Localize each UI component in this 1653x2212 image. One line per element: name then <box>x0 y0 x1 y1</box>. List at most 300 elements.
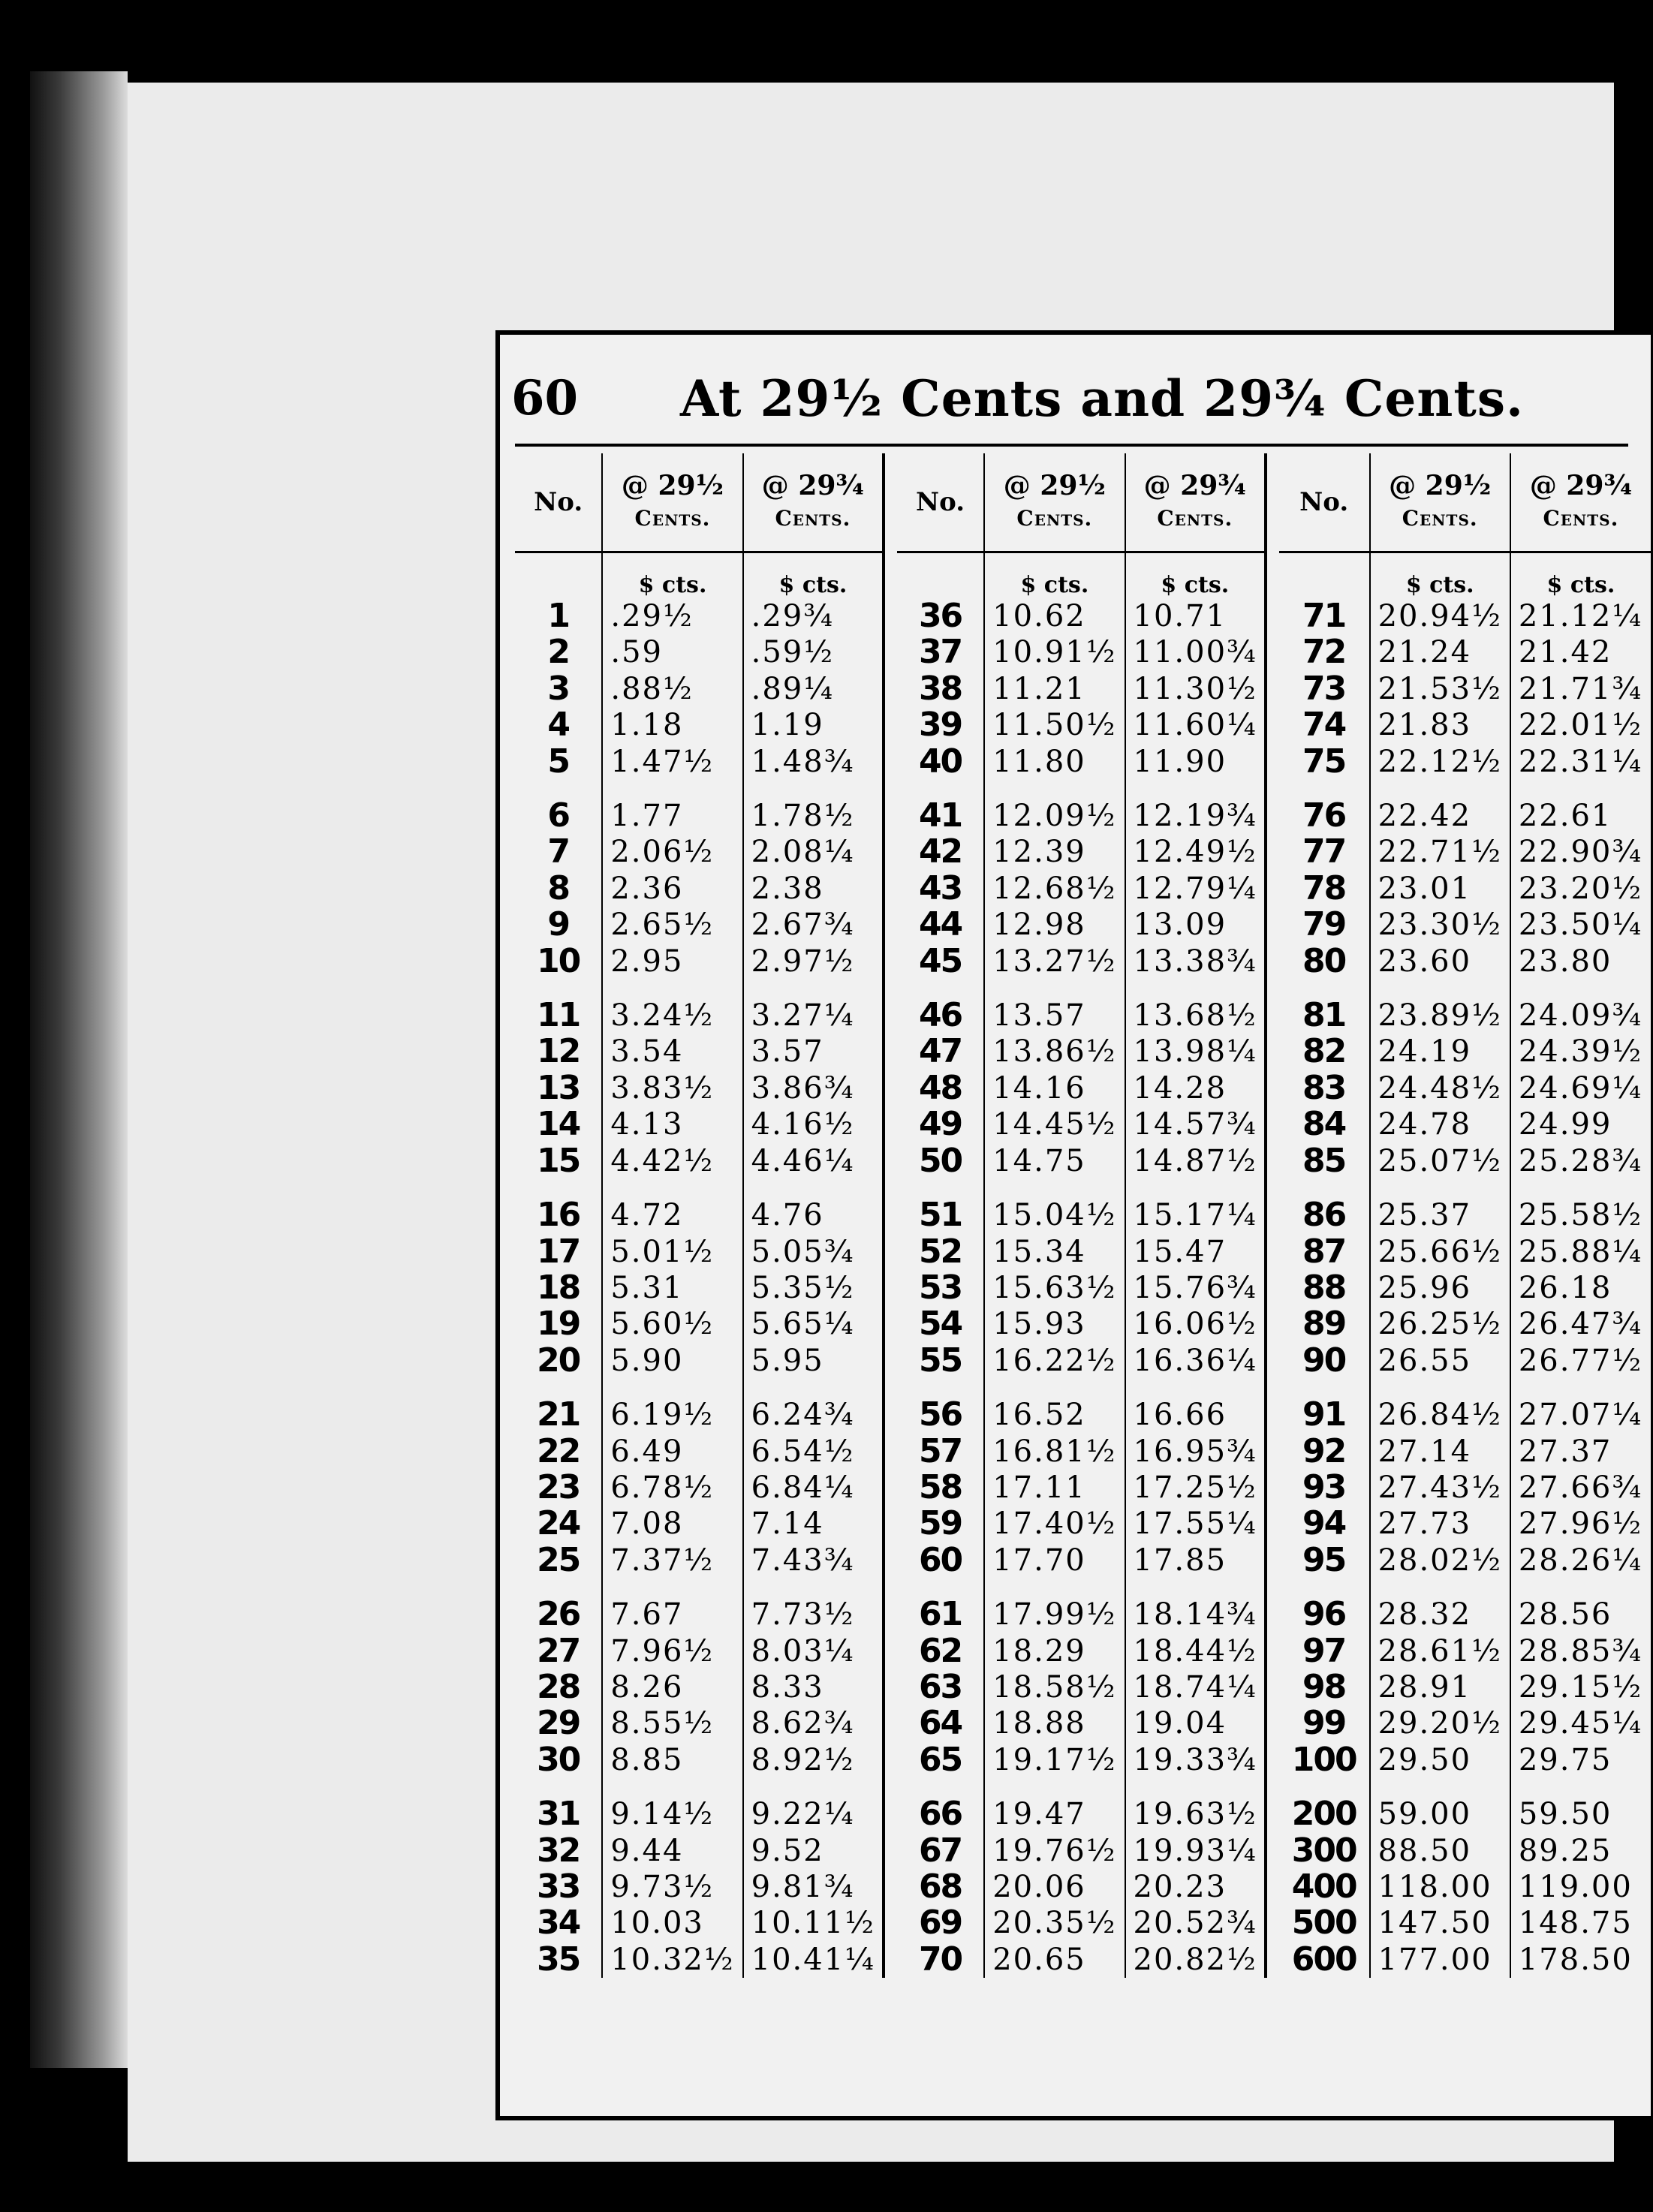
price-a-cell: 6.78½ <box>602 1470 742 1506</box>
price-b-cell: 27.66¾ <box>1510 1470 1651 1506</box>
header-cents-label: Cents. <box>1157 506 1233 531</box>
block-separator <box>1266 1106 1279 1142</box>
price-a-cell: 10.91½ <box>984 634 1125 670</box>
gap-cell <box>1510 980 1651 998</box>
block-separator <box>884 1179 897 1197</box>
block-separator <box>884 1869 897 1905</box>
gap-cell <box>1279 1578 1370 1597</box>
price-a-cell: 20.94½ <box>1370 598 1510 634</box>
block-separator <box>1266 1542 1279 1578</box>
quantity-cell: 93 <box>1302 1467 1346 1506</box>
gap-cell <box>1279 780 1370 798</box>
page-number: 60 <box>511 370 579 426</box>
block-separator <box>884 1633 897 1669</box>
table-row <box>515 598 1651 634</box>
gap-cell <box>743 1179 884 1197</box>
price-a-cell: 24.19 <box>1370 1034 1510 1070</box>
quantity-cell: 100 <box>1291 1740 1356 1779</box>
block-separator <box>1266 1597 1279 1633</box>
price-b-cell: 23.80 <box>1510 943 1651 980</box>
block-separator <box>1266 1669 1279 1705</box>
table-row <box>515 1270 1651 1306</box>
book-page <box>128 83 1643 2162</box>
gap-cell <box>984 780 1125 798</box>
unit-spacer <box>515 552 602 599</box>
block-separator <box>884 1705 897 1741</box>
table-row <box>515 1306 1651 1342</box>
gap-cell <box>515 1179 602 1197</box>
header-cents-label: Cents. <box>634 506 711 531</box>
price-a-cell: 28.61½ <box>1370 1633 1510 1669</box>
quantity-cell: 47 <box>918 1032 962 1071</box>
header-rate-a <box>984 453 1125 552</box>
gap-cell <box>897 980 984 998</box>
block-separator <box>1266 1942 1279 1978</box>
block-separator <box>1266 744 1279 780</box>
unit-label: $ cts. <box>743 552 884 599</box>
block-separator <box>1266 453 1279 552</box>
quantity-cell: 99 <box>1302 1704 1346 1743</box>
block-separator <box>884 1778 897 1796</box>
unit-label: $ cts. <box>1125 552 1266 599</box>
price-b-cell: 21.12¼ <box>1510 598 1651 634</box>
gap-cell <box>1125 1778 1266 1796</box>
price-a-cell: 20.65 <box>984 1942 1125 1978</box>
price-b-cell: 6.84¼ <box>743 1470 884 1506</box>
price-a-cell: 5.60½ <box>602 1306 742 1342</box>
price-b-cell: 26.47¾ <box>1510 1306 1651 1342</box>
header-rate-a <box>1370 453 1510 552</box>
gap-cell <box>743 1379 884 1397</box>
block-separator <box>884 1306 897 1342</box>
quantity-cell: 85 <box>1302 1141 1346 1180</box>
block-separator <box>1266 1343 1279 1379</box>
gap-cell <box>1370 1179 1510 1197</box>
price-b-cell: 4.46¼ <box>743 1143 884 1179</box>
price-a-cell: 24.48½ <box>1370 1070 1510 1106</box>
price-a-cell: 2.95 <box>602 943 742 980</box>
price-b-cell: 7.73½ <box>743 1597 884 1633</box>
block-separator <box>1266 1179 1279 1197</box>
price-b-cell: 5.05¾ <box>743 1234 884 1270</box>
price-a-cell: 118.00 <box>1370 1869 1510 1905</box>
quantity-cell: 20 <box>537 1341 580 1380</box>
quantity-cell: 200 <box>1291 1795 1356 1834</box>
block-separator <box>884 453 897 552</box>
gap-cell <box>1279 1778 1370 1796</box>
block-separator <box>1266 1379 1279 1397</box>
quantity-cell: 66 <box>918 1795 962 1834</box>
table-row <box>515 1434 1651 1470</box>
price-b-cell: 2.08¼ <box>743 834 884 870</box>
price-a-cell: 23.89½ <box>1370 998 1510 1034</box>
gap-cell <box>1125 780 1266 798</box>
unit-label: $ cts. <box>1510 552 1651 599</box>
price-b-cell: 13.98¼ <box>1125 1034 1266 1070</box>
table-row <box>515 671 1651 707</box>
gap-cell <box>1510 1778 1651 1796</box>
price-b-cell: .89¼ <box>743 671 884 707</box>
quantity-cell: 86 <box>1302 1196 1346 1235</box>
quantity-cell: 60 <box>918 1540 962 1579</box>
gap-cell <box>1510 1179 1651 1197</box>
price-a-cell: 24.78 <box>1370 1106 1510 1142</box>
quantity-cell: 88 <box>1302 1268 1346 1307</box>
price-a-cell: 20.35½ <box>984 1905 1125 1941</box>
quantity-cell: 30 <box>537 1740 580 1779</box>
gap-cell <box>1510 780 1651 798</box>
quantity-cell: 49 <box>918 1105 962 1144</box>
quantity-cell: 87 <box>1302 1232 1346 1271</box>
block-separator <box>884 980 897 998</box>
quantity-cell: 80 <box>1302 941 1346 980</box>
price-b-cell: 29.15½ <box>1510 1669 1651 1705</box>
price-a-cell: 17.11 <box>984 1470 1125 1506</box>
quantity-cell: 61 <box>918 1595 962 1634</box>
price-b-cell: 13.38¾ <box>1125 943 1266 980</box>
table-row <box>515 1343 1651 1379</box>
block-separator <box>1266 634 1279 670</box>
price-b-cell: 8.33 <box>743 1669 884 1705</box>
quantity-cell: 52 <box>918 1232 962 1271</box>
unit-label: $ cts. <box>1370 552 1510 599</box>
quantity-cell: 57 <box>918 1431 962 1470</box>
group-gap <box>515 1578 1651 1597</box>
quantity-cell: 38 <box>918 669 962 708</box>
price-b-cell: 19.04 <box>1125 1705 1266 1741</box>
quantity-cell: 82 <box>1302 1032 1346 1071</box>
price-a-cell: 4.13 <box>602 1106 742 1142</box>
quantity-cell: 67 <box>918 1831 962 1870</box>
gap-cell <box>1125 1578 1266 1597</box>
price-a-cell: 7.37½ <box>602 1542 742 1578</box>
price-b-cell: 24.69¼ <box>1510 1070 1651 1106</box>
block-separator <box>884 1106 897 1142</box>
quantity-cell: 53 <box>918 1268 962 1307</box>
price-a-cell: 21.83 <box>1370 707 1510 743</box>
table-row <box>515 1833 1651 1869</box>
price-b-cell: 11.00¾ <box>1125 634 1266 670</box>
price-a-cell: 2.65½ <box>602 907 742 943</box>
quantity-cell: 69 <box>918 1904 962 1943</box>
quantity-cell: 39 <box>918 706 962 745</box>
price-a-cell: 16.81½ <box>984 1434 1125 1470</box>
group-gap <box>515 1179 1651 1197</box>
price-b-cell: 10.11½ <box>743 1905 884 1941</box>
price-b-cell: 1.48¾ <box>743 744 884 780</box>
block-separator <box>884 1796 897 1832</box>
price-b-cell: 119.00 <box>1510 1869 1651 1905</box>
block-separator <box>1266 943 1279 980</box>
quantity-cell: 41 <box>918 796 962 835</box>
price-a-cell: 15.04½ <box>984 1197 1125 1233</box>
quantity-cell: 96 <box>1302 1595 1346 1634</box>
price-b-cell: 6.54½ <box>743 1434 884 1470</box>
price-b-cell: 7.14 <box>743 1506 884 1542</box>
price-a-cell: 11.50½ <box>984 707 1125 743</box>
price-b-cell: 21.42 <box>1510 634 1651 670</box>
table-row <box>515 1070 1651 1106</box>
quantity-cell: 2 <box>547 633 569 672</box>
block-separator <box>1266 1869 1279 1905</box>
quantity-cell: 50 <box>918 1141 962 1180</box>
price-b-cell: 17.25½ <box>1125 1470 1266 1506</box>
price-b-cell: 17.85 <box>1125 1542 1266 1578</box>
block-separator <box>884 552 897 599</box>
price-a-cell: 19.47 <box>984 1796 1125 1832</box>
table-row <box>515 1506 1651 1542</box>
gap-cell <box>1125 1379 1266 1397</box>
header-rate-a <box>602 453 742 552</box>
price-a-cell: 12.68½ <box>984 871 1125 907</box>
block-separator <box>1266 1434 1279 1470</box>
quantity-cell: 84 <box>1302 1105 1346 1144</box>
price-b-cell: 20.23 <box>1125 1869 1266 1905</box>
price-b-cell: .29¾ <box>743 598 884 634</box>
quantity-cell: 70 <box>918 1940 962 1979</box>
table-row <box>515 1397 1651 1433</box>
price-a-cell: 29.20½ <box>1370 1705 1510 1741</box>
gap-cell <box>1125 980 1266 998</box>
block-separator <box>884 1905 897 1941</box>
price-b-cell: 19.63½ <box>1125 1796 1266 1832</box>
price-b-cell: 13.09 <box>1125 907 1266 943</box>
gap-cell <box>984 980 1125 998</box>
block-separator <box>884 1542 897 1578</box>
block-separator <box>1266 871 1279 907</box>
gap-cell <box>1510 1379 1651 1397</box>
quantity-cell: 19 <box>537 1305 580 1344</box>
price-b-cell: 27.37 <box>1510 1434 1651 1470</box>
gap-cell <box>984 1179 1125 1197</box>
price-b-cell: 5.65¼ <box>743 1306 884 1342</box>
table-row <box>515 871 1651 907</box>
quantity-cell: 44 <box>918 905 962 944</box>
header-no: No. <box>1279 453 1370 552</box>
quantity-cell: 71 <box>1302 597 1346 635</box>
quantity-cell: 32 <box>537 1831 580 1870</box>
price-b-cell: 29.75 <box>1510 1742 1651 1778</box>
price-a-cell: 17.70 <box>984 1542 1125 1578</box>
price-a-cell: 6.49 <box>602 1434 742 1470</box>
gap-cell <box>602 1578 742 1597</box>
price-a-cell: 11.80 <box>984 744 1125 780</box>
unit-spacer <box>1279 552 1370 599</box>
price-a-cell: 18.88 <box>984 1705 1125 1741</box>
price-a-cell: 25.37 <box>1370 1197 1510 1233</box>
quantity-cell: 65 <box>918 1740 962 1779</box>
quantity-cell: 62 <box>918 1631 962 1670</box>
price-b-cell: 12.49½ <box>1125 834 1266 870</box>
quantity-cell: 68 <box>918 1867 962 1906</box>
quantity-cell: 90 <box>1302 1341 1346 1380</box>
price-a-cell: 22.71½ <box>1370 834 1510 870</box>
block-separator <box>884 1070 897 1106</box>
price-a-cell: 21.24 <box>1370 634 1510 670</box>
header-rate-b <box>743 453 884 552</box>
price-a-cell: 3.83½ <box>602 1070 742 1106</box>
price-a-cell: 12.09½ <box>984 798 1125 834</box>
price-b-cell: 25.58½ <box>1510 1197 1651 1233</box>
price-b-cell: 6.24¾ <box>743 1397 884 1433</box>
price-b-cell: 28.26¼ <box>1510 1542 1651 1578</box>
gap-cell <box>743 780 884 798</box>
price-a-cell: 12.98 <box>984 907 1125 943</box>
gap-cell <box>1125 1179 1266 1197</box>
book-spine-shadow <box>30 71 128 2068</box>
price-b-cell: 22.90¾ <box>1510 834 1651 870</box>
price-a-cell: 26.55 <box>1370 1343 1510 1379</box>
price-a-cell: 9.14½ <box>602 1796 742 1832</box>
price-a-cell: 177.00 <box>1370 1942 1510 1978</box>
price-a-cell: 25.96 <box>1370 1270 1510 1306</box>
block-separator <box>1266 1796 1279 1832</box>
quantity-cell: 73 <box>1302 669 1346 708</box>
price-a-cell: 3.24½ <box>602 998 742 1034</box>
price-a-cell: 4.42½ <box>602 1143 742 1179</box>
quantity-cell: 51 <box>918 1196 962 1235</box>
block-separator <box>1266 1397 1279 1433</box>
price-a-cell: 10.62 <box>984 598 1125 634</box>
quantity-cell: 27 <box>537 1631 580 1670</box>
block-separator <box>884 1034 897 1070</box>
quantity-cell: 33 <box>537 1867 580 1906</box>
block-separator <box>1266 834 1279 870</box>
table-row <box>515 1197 1651 1233</box>
page-title: At 29½ Cents and 29¾ Cents. <box>680 369 1524 428</box>
price-b-cell: 12.19¾ <box>1125 798 1266 834</box>
price-a-cell: 5.31 <box>602 1270 742 1306</box>
quantity-cell: 56 <box>918 1395 962 1434</box>
quantity-cell: 40 <box>918 742 962 781</box>
block-separator <box>884 1197 897 1233</box>
gap-cell <box>602 1379 742 1397</box>
price-a-cell: 17.40½ <box>984 1506 1125 1542</box>
quantity-cell: 55 <box>918 1341 962 1380</box>
price-b-cell: 8.92½ <box>743 1742 884 1778</box>
quantity-cell: 92 <box>1302 1431 1346 1470</box>
price-b-cell: 19.33¾ <box>1125 1742 1266 1778</box>
quantity-cell: 18 <box>537 1268 580 1307</box>
block-separator <box>884 634 897 670</box>
price-a-cell: 29.50 <box>1370 1742 1510 1778</box>
table-row <box>515 634 1651 670</box>
quantity-cell: 76 <box>1302 796 1346 835</box>
header-no: No. <box>897 453 984 552</box>
block-separator <box>884 1343 897 1379</box>
price-a-cell: 22.12½ <box>1370 744 1510 780</box>
quantity-cell: 54 <box>918 1305 962 1344</box>
price-a-cell: 13.86½ <box>984 1034 1125 1070</box>
quantity-cell: 1 <box>547 597 569 635</box>
price-b-cell: 7.43¾ <box>743 1542 884 1578</box>
block-separator <box>884 1669 897 1705</box>
group-gap <box>515 1379 1651 1397</box>
price-a-cell: 20.06 <box>984 1869 1125 1905</box>
price-a-cell: 2.06½ <box>602 834 742 870</box>
block-separator <box>884 598 897 634</box>
price-b-cell: 21.71¾ <box>1510 671 1651 707</box>
quantity-cell: 94 <box>1302 1504 1346 1543</box>
price-b-cell: 16.06½ <box>1125 1306 1266 1342</box>
price-a-cell: 27.43½ <box>1370 1470 1510 1506</box>
price-a-cell: 26.84½ <box>1370 1397 1510 1433</box>
price-b-cell: 15.47 <box>1125 1234 1266 1270</box>
price-a-cell: 28.32 <box>1370 1597 1510 1633</box>
gap-cell <box>984 1578 1125 1597</box>
price-b-cell: 4.76 <box>743 1197 884 1233</box>
price-b-cell: 24.09¾ <box>1510 998 1651 1034</box>
gap-cell <box>743 1778 884 1796</box>
price-b-cell: 20.52¾ <box>1125 1905 1266 1941</box>
table-row <box>515 1705 1651 1741</box>
quantity-cell: 8 <box>547 868 569 907</box>
price-a-cell: 59.00 <box>1370 1796 1510 1832</box>
quantity-cell: 15 <box>537 1141 580 1180</box>
quantity-cell: 12 <box>537 1032 580 1071</box>
price-b-cell: 59.50 <box>1510 1796 1651 1832</box>
block-separator <box>1266 1034 1279 1070</box>
header-rate-a-label: @ 29½ <box>621 470 724 501</box>
gap-cell <box>515 780 602 798</box>
price-b-cell: 16.66 <box>1125 1397 1266 1433</box>
price-b-cell: 26.18 <box>1510 1270 1651 1306</box>
price-a-cell: 1.47½ <box>602 744 742 780</box>
quantity-cell: 46 <box>918 996 962 1035</box>
gap-cell <box>897 1578 984 1597</box>
header-cents-label: Cents. <box>1543 506 1619 531</box>
block-separator <box>884 1506 897 1542</box>
price-b-cell: 10.41¼ <box>743 1942 884 1978</box>
quantity-cell: 14 <box>537 1105 580 1144</box>
table-row <box>515 1742 1651 1778</box>
gap-cell <box>1370 1379 1510 1397</box>
price-b-cell: 8.62¾ <box>743 1705 884 1741</box>
price-b-cell: 4.16½ <box>743 1106 884 1142</box>
block-separator <box>1266 1905 1279 1941</box>
price-b-cell: 11.90 <box>1125 744 1266 780</box>
block-separator <box>884 744 897 780</box>
price-a-cell: 7.96½ <box>602 1633 742 1669</box>
price-b-cell: 5.35½ <box>743 1270 884 1306</box>
quantity-cell: 58 <box>918 1467 962 1506</box>
quantity-cell: 77 <box>1302 832 1346 871</box>
price-a-cell: 1.77 <box>602 798 742 834</box>
block-separator <box>1266 671 1279 707</box>
quantity-cell: 26 <box>537 1595 580 1634</box>
price-b-cell: 13.68½ <box>1125 998 1266 1034</box>
unit-row <box>515 552 1651 599</box>
price-a-cell: 7.08 <box>602 1506 742 1542</box>
quantity-cell: 10 <box>537 941 580 980</box>
price-a-cell: 9.44 <box>602 1833 742 1869</box>
block-separator <box>1266 1143 1279 1179</box>
header-cents-label: Cents. <box>1016 506 1093 531</box>
gap-cell <box>984 1778 1125 1796</box>
table-row <box>515 1034 1651 1070</box>
quantity-cell: 400 <box>1291 1867 1356 1906</box>
block-separator <box>884 1597 897 1633</box>
block-separator <box>884 1434 897 1470</box>
gap-cell <box>602 980 742 998</box>
quantity-cell: 64 <box>918 1704 962 1743</box>
header-no: No. <box>515 453 602 552</box>
header-rate-b-label: @ 29¾ <box>761 470 864 501</box>
price-b-cell: 9.22¼ <box>743 1796 884 1832</box>
quantity-cell: 91 <box>1302 1395 1346 1434</box>
quantity-cell: 22 <box>537 1431 580 1470</box>
quantity-cell: 500 <box>1291 1904 1356 1943</box>
